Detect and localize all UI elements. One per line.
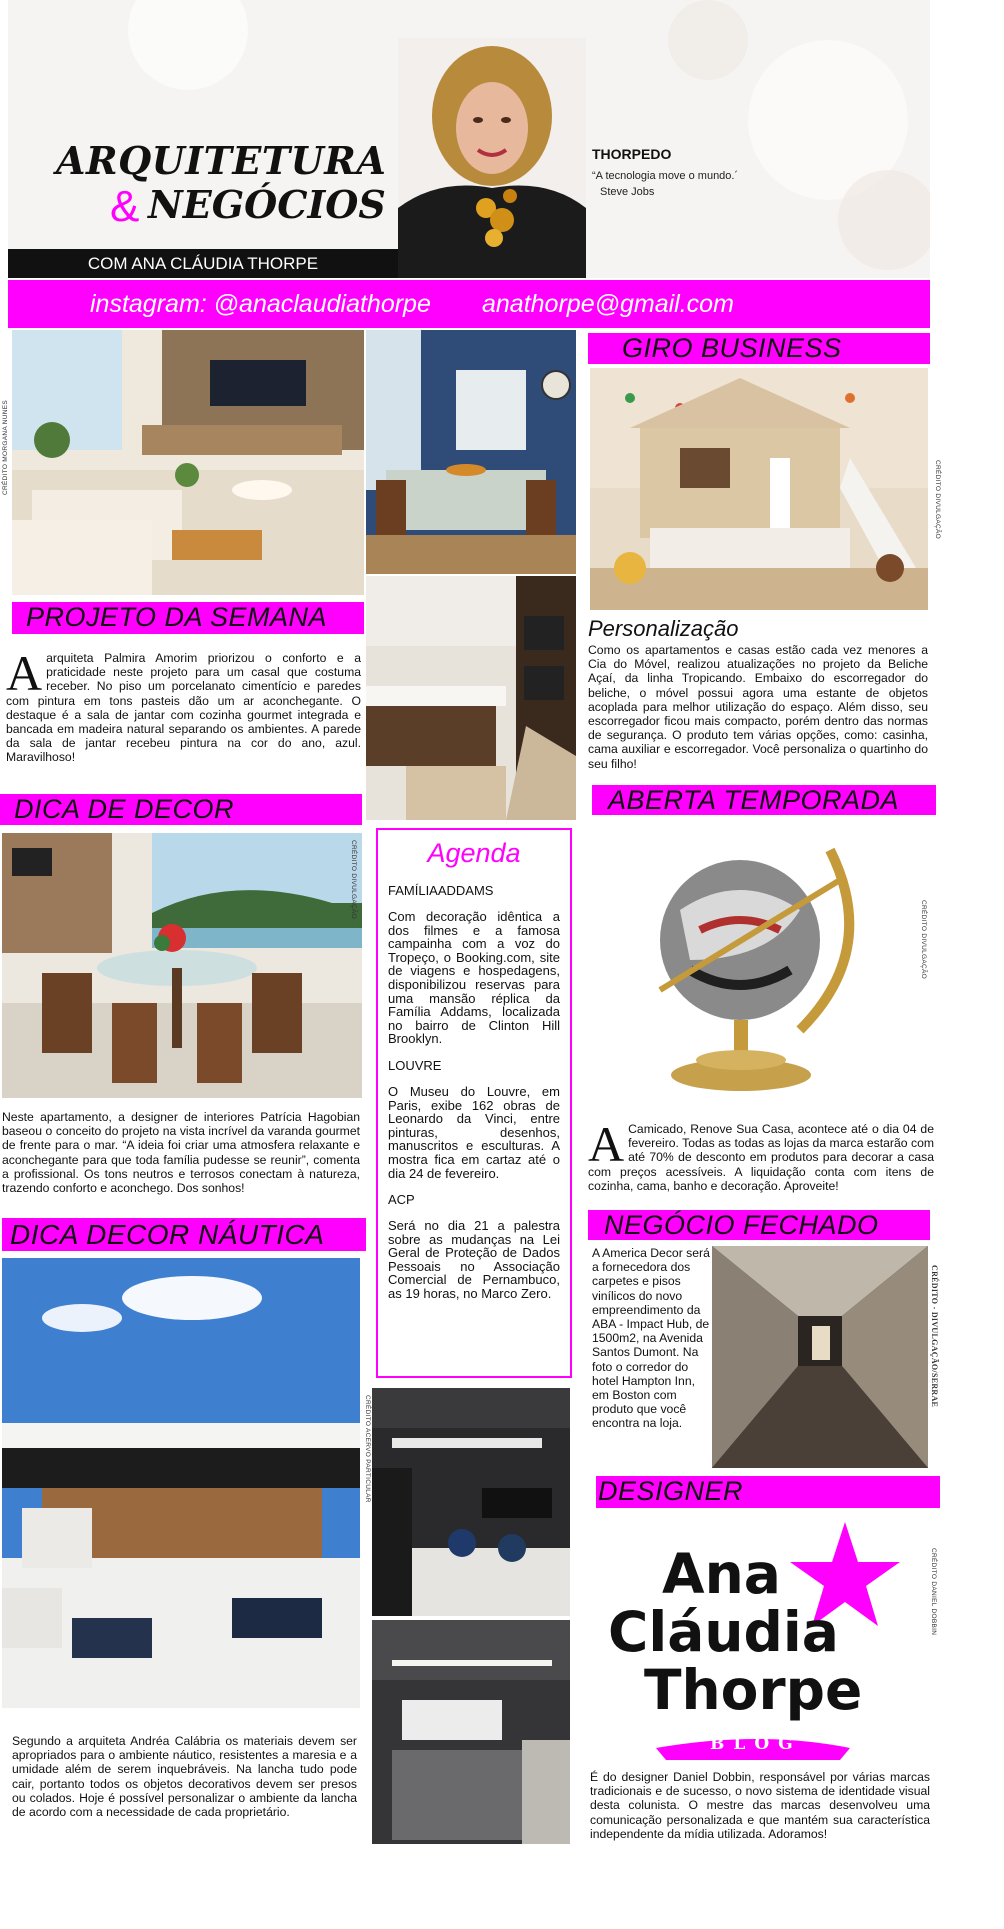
giro-credit: CRÉDITO DIVULGAÇÃO (934, 460, 941, 539)
columnist-portrait (398, 38, 586, 278)
dica-text: Neste apartamento, a designer de interiores Patrícia Hagobian baseou o conceito do projeto na vista incrível da varanda gourmet de frente para o mar. “A ideia foi criar uma atmosfera relaxante e aconchegante para que toda família pudesse se reunir”, comenta a profissional. Os tons neutros e terrosos conectam à natureza, trazendo conforto e aconchego. Dos sonhos! (2, 1110, 360, 1196)
torpedo-author: Steve Jobs (600, 186, 655, 198)
aberta-body: Camicado, Renove Sua Casa, acontece até o dia 04 de fevereiro. Todas as todas as lojas da marca estarão com até 70% de desconto em produtos para decorar a casa com preços acessíveis. A liquidação conta com itens de cozinha, cama, banho e decoração. Aproveite! (588, 1122, 934, 1193)
logo-line-3: Thorpe (644, 1658, 863, 1722)
agenda-item-2-text: O Museu do Louvre, em Paris, exibe 162 obras de Leonardo da Vinci, entre pinturas, desenhos, manuscritos e esculturas. A mostra fica em cartaz até o dia 24 de fevereiro. (388, 1083, 560, 1181)
projeto-text (6, 645, 361, 765)
kids-bunk-bed-photo (590, 368, 928, 610)
negocio-title: NEGÓCIO FECHADO (588, 1210, 930, 1240)
aberta-text (588, 1116, 934, 1193)
agenda-item-3-text: Será no dia 21 a palestra sobre as mudanças na Lei Geral de Proteção de Dados Pessoais no Associação Comercial de Pernambuco, as 19 horas, no Marco Zero. (388, 1218, 560, 1302)
giro-title: GIRO BUSINESS (588, 333, 930, 364)
nautica-credit: CRÉDITO ACERVO PARTICULAR (364, 1395, 371, 1503)
designer-logo (600, 1510, 920, 1760)
negocio-text: A America Decor será a fornecedora dos carpetes e pisos vinílicos do novo empreendimento da ABA - Impact Hub, de 1500m2, na Avenida Santos Dumont. Na foto o corredor do hotel Hampton Inn, em Boston com produto que você encontra na loja. (592, 1246, 710, 1431)
email-address[interactable]: anathorpe@gmail.com (482, 290, 734, 318)
yacht-cabin-photo (372, 1388, 570, 1616)
byline-bar (8, 249, 398, 278)
agenda-item-2-heading: LOUVRE (388, 1057, 442, 1073)
torpedo-box (592, 146, 792, 216)
designer-text: É do designer Daniel Dobbin, responsável por várias marcas tradicionais e de sucesso, o novo sistema de identidade visual desta colunista. O mestre das marcas desenvolveu uma comunicação personalizada e que mantém sua característica independente da mídia utilizada. Adoramos! (590, 1770, 930, 1841)
header-title (50, 138, 387, 238)
logo-line-1: Ana (662, 1542, 781, 1606)
projeto-credit: CRÉDITO MORGANA NUNES (2, 400, 9, 496)
dining-room-photo (366, 330, 576, 574)
yacht-galley-photo (372, 1620, 570, 1844)
agenda-title: Agenda (427, 838, 521, 868)
logo-line-2: Cláudia (608, 1600, 839, 1664)
designer-title: DESIGNER (596, 1476, 940, 1508)
agenda-box (376, 828, 572, 1378)
torpedo-quote: “A tecnologia move o mundo.´ (592, 170, 739, 182)
dica-title: DICA DE DECOR (0, 794, 362, 825)
title-ampersand: & (110, 182, 140, 231)
projeto-title: PROJETO DA SEMANA (12, 602, 364, 634)
contact-bar (8, 280, 930, 328)
logo-blog: BLOG (710, 1734, 802, 1754)
living-room-photo (12, 330, 364, 595)
dica-credit: CRÉDITO DIVULGAÇÃO (350, 840, 357, 919)
aberta-credit: CRÉDITO DIVULGAÇÃO (920, 900, 927, 979)
projeto-body: arquiteta Palmira Amorim priorizou o conforto e a praticidade neste projeto para um casal que costuma receber. No piso um porcelanato cimentício e paredes com pintura em tons pasteis dão um ar aconchegante. O destaque é a sala de jantar com cozinha gourmet integrada e bancada em madeira natural separando os ambientes. A parede da sala de jantar recebeu pintura na cor do ano, azul. Maravilhoso! (6, 651, 361, 765)
giro-text: Como os apartamentos e casas estão cada vez menores a Cia do Móvel, realizou atualizações no projeto da Beliche Açaí, da linha Tropicando. Embaixo do escorregador do beliche, o móvel possui agora uma estante de objetos acoplada para melhor utilização do espaço. Além disso, seu escorregador ficou mais compacto, porém dentro das normas de segurança. O produto tem várias opções, como: casinha, cama auxiliar e escorregador. Você personaliza o quartinho do seu filho! (588, 643, 928, 771)
agenda-item-3-heading: ACP (388, 1192, 415, 1208)
hotel-corridor-photo (712, 1246, 928, 1468)
instagram-handle[interactable]: instagram: @anaclaudiathorpe (90, 290, 431, 318)
torpedo-title: THORPEDO (592, 146, 672, 162)
kitchen-photo (366, 576, 576, 820)
negocio-credit: CRÉDITO - DIVULGAÇÃO/SERRAE (930, 1265, 939, 1408)
agenda-item-1-text: Com decoração idêntica a dos filmes e a famosa campainha com a voz do Tropeço, o Booking.com, site de viagens e hospedagens, disponibilizou reservas para uma mansão réplica da Família Addams, localizada no bairro de Clinton Hill Brooklyn. (388, 909, 560, 1047)
aberta-title: ABERTA TEMPORADA (592, 785, 936, 815)
aberta-dropcap: A (588, 1116, 625, 1172)
nautica-text: Segundo a arquiteta Andréa Calábria os materiais devem ser apropriados para o ambiente náutico, resistentes a maresia e a umidade além de serem inquebráveis. Na lancha tudo pode cair, portanto todos os objetos decorativos devem ser presos ou colados. Hoje é possível personalizar o ambiente da lancha de acordo com a necessidade de cada proprietário. (12, 1734, 357, 1820)
balcony-dining-photo (2, 833, 362, 1098)
agenda-item-1-heading: FAMÍLIAADDAMS (388, 883, 494, 898)
yacht-deck-photo (2, 1258, 360, 1708)
projeto-dropcap: A (6, 645, 43, 701)
byline-text: COM ANA CLÁUDIA THORPE (87, 254, 319, 273)
giro-subtitle: Personalização (588, 616, 739, 641)
globe-photo (630, 830, 880, 1110)
title-line-1: ARQUITETURA (56, 138, 387, 183)
designer-credit: CRÉDITO DANIEL DOBBIN (930, 1548, 937, 1636)
title-line-2: NEGÓCIOS (148, 182, 386, 227)
nautica-title: DICA DECOR NÁUTICA (2, 1218, 366, 1251)
